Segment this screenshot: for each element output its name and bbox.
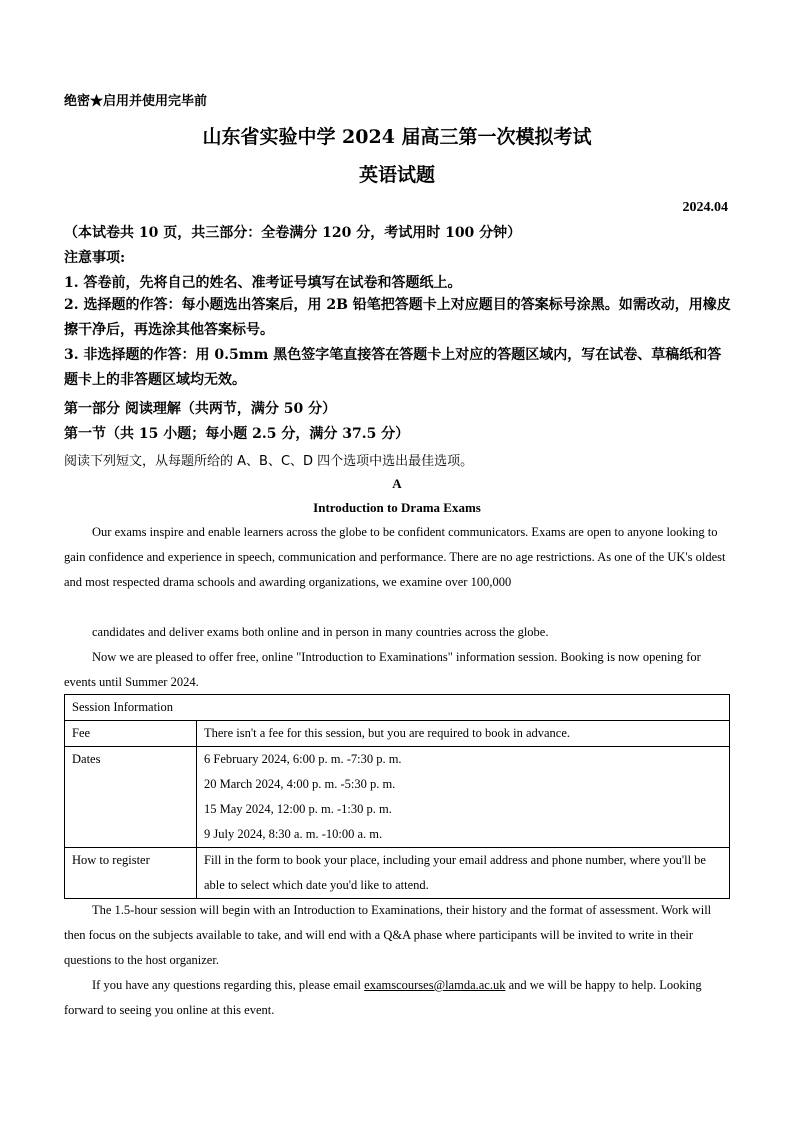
register-value-cell: Fill in the form to book your place, including your email address and phone number, where you'll be able to select which date you'd like to attend. [197,848,730,899]
passage-paragraph-1-continued: candidates and deliver exams both online and in person in many countries across the globe. [92,625,549,639]
passage-paragraph-1: Our exams inspire and enable learners across the globe to be confident communicators. Exams are open to anyone looking to gain confidence and experience in speech, communication and performance. There are no age restrictions. As one of the UK's oldest and most respected drama schools and awarding organizations, we examine over 100,000 [64,525,726,589]
passage-label: A [392,476,402,491]
fee-value-cell: There isn't a fee for this session, but you are required to book in advance. [197,721,730,747]
date-item: 6 February 2024, 6:00 p. m. -7:30 p. m. [204,752,402,766]
exam-title: 山东省实验中学 2024 届高三第一次模拟考试 [202,126,592,148]
table-row [65,848,730,899]
confidential-label: 绝密★启用并使用完毕前 [64,94,208,109]
session-info-table [64,694,730,899]
passage-paragraph-3: The 1.5-hour session will begin with an Introduction to Examinations, their history and the format of assessment. Work will then focus on the subjects available to take, and will end with a Q&A phase where participants will be invited to write in their questions to the host organizer. [64,903,712,967]
table-row [65,695,730,721]
paragraph-4-lead: If you have any questions regarding this, please email [92,978,365,992]
notice-item-1: 1. 答卷前，先将自己的姓名、准考证号填写在试卷和答题纸上。 [64,275,462,291]
part-heading: 第一部分 阅读理解（共两节，满分 50 分） [64,401,337,417]
dates-value-cell [197,747,730,848]
notice-item-3: 3. 非选择题的作答：用 0.5mm 黑色签字笔直接答在答题卡上对应的答题区域内，写在试卷、草稿纸和答题卡上的非答题区域均无效。 [64,347,722,388]
passage-paragraph-4 [64,973,730,1023]
dates-label-cell: Dates [65,747,197,848]
exam-summary: （本试卷共 10 页，共三部分：全卷满分 120 分，考试用时 100 分钟） [64,225,522,241]
email-link[interactable]: examscourses@lamda.ac.uk [364,978,506,992]
section-direction: 阅读下列短文，从每题所给的 A、B、C、D 四个选项中选出最佳选项。 [64,454,474,469]
date-item: 20 March 2024, 4:00 p. m. -5:30 p. m. [204,777,396,791]
passage-paragraph-2: Now we are pleased to offer free, online "Introduction to Examinations" information session. Booking is now opening for events until Summer 2024. [64,650,701,689]
fee-label-cell: Fee [65,721,197,747]
register-label-cell: How to register [65,848,197,899]
section-heading: 第一节（共 15 小题；每小题 2.5 分，满分 37.5 分） [64,426,410,442]
paragraph-4-tail: and we will be happy to help. Looking forward to seeing you online at this event. [64,978,702,1017]
date-item: 9 July 2024, 8:30 a. m. -10:00 a. m. [204,827,383,841]
table-header-cell: Session Information [65,695,730,721]
exam-subject: 英语试题 [358,164,435,186]
passage-title: Introduction to Drama Exams [313,500,481,515]
table-row [65,721,730,747]
date-item: 15 May 2024, 12:00 p. m. -1:30 p. m. [204,802,392,816]
notice-item-2: 2. 选择题的作答：每小题选出答案后，用 2B 铅笔把答题卡上对应题目的答案标号涂黑。如需改动，用橡皮擦干净后，再选涂其他答案标号。 [64,297,731,338]
exam-date: 2024.04 [682,200,728,215]
notice-heading: 注意事项: [64,250,126,266]
table-row [65,747,730,848]
